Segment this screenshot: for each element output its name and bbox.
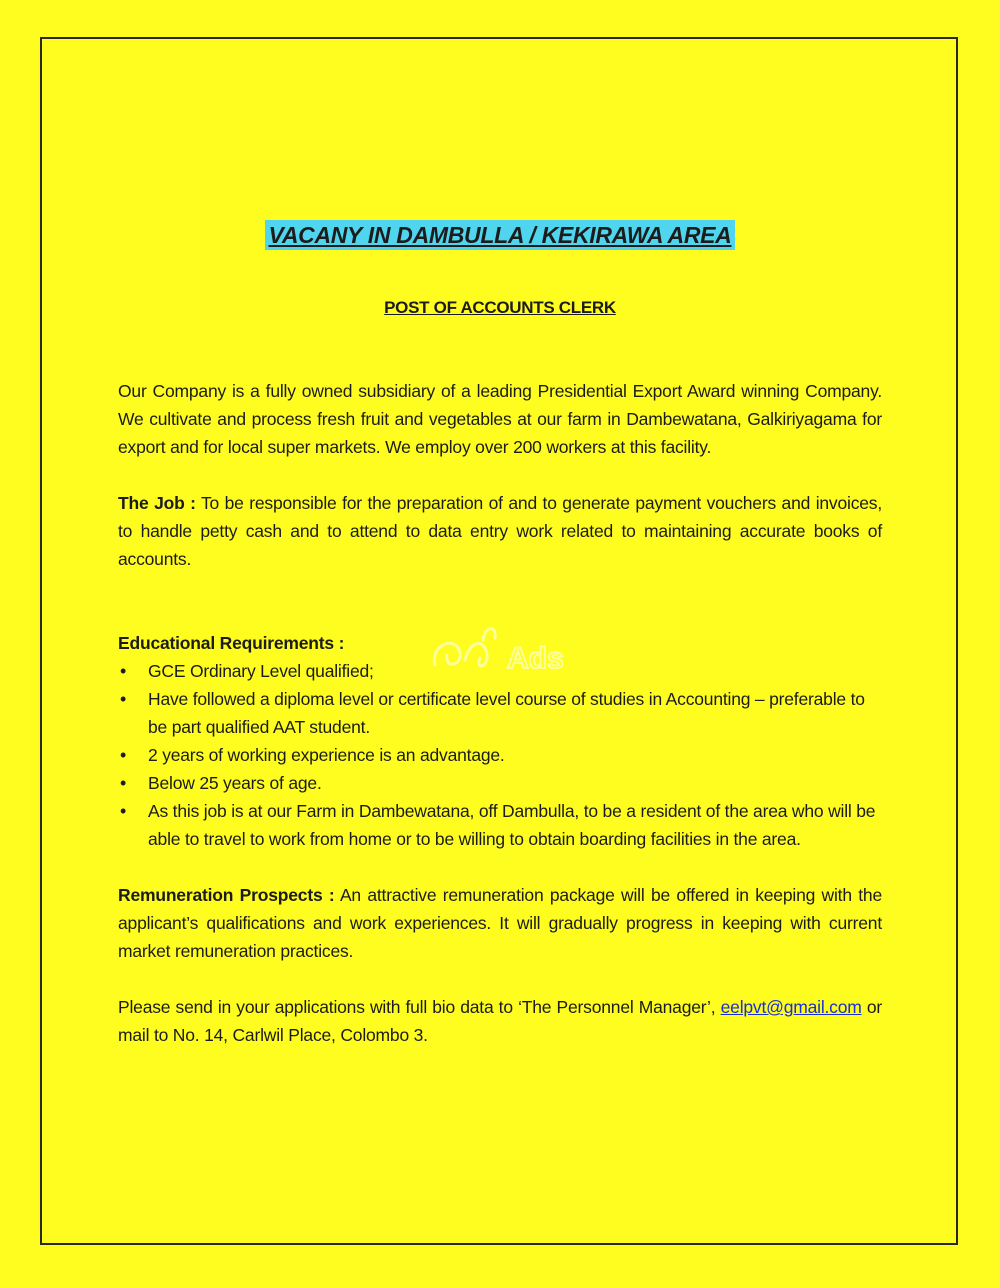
remuneration-text: An attractive remuneration package will be offered in keeping with the applicant’s qualifications and work experiences. It will gradually progress in keeping with current market remuneration practices. [118, 885, 882, 961]
remuneration-paragraph [118, 881, 882, 965]
education-heading: Educational Requirements : [118, 633, 345, 653]
list-item: • Below 25 years of age. [148, 769, 882, 797]
email-link[interactable]: eelpvt@gmail.com [720, 997, 862, 1017]
remuneration-label: Remuneration Prospects : [118, 885, 335, 905]
document-body [118, 377, 882, 1049]
job-text: To be responsible for the preparation of and to generate payment vouchers and invoices, to handle petty cash and to attend to data entry work related to maintaining accurate books of accounts. [118, 493, 882, 569]
list-item: • 2 years of working experience is an advantage. [148, 741, 882, 769]
list-item: • GCE Ordinary Level qualified; [148, 657, 882, 685]
job-paragraph [118, 489, 882, 573]
apply-text: Please send in your applications with full bio data to ‘The Personnel Manager’, [118, 997, 721, 1017]
apply-paragraph [118, 993, 882, 1049]
education-list [118, 657, 882, 853]
job-label: The Job : [118, 493, 196, 513]
page-title [0, 222, 1000, 249]
watermark-text: Ads [507, 642, 564, 675]
apply-suffix: or mail to No. 14, Carlwil Place, Colombo 3. [118, 997, 883, 1045]
list-item: • Have followed a diploma level or certificate level course of studies in Accounting – preferable to be part qualified AAT student. [148, 685, 882, 741]
intro-paragraph: Our Company is a fully owned subsidiary of a leading Presidential Export Award winning Company. We cultivate and process fresh fruit and vegetables at our farm in Dambewatana, Galkiriyagama for export and for local super markets. We employ over 200 workers at this facility. [118, 381, 882, 457]
title-text: VACANY IN DAMBULLA / KEKIRAWA AREA [265, 220, 734, 250]
page-subtitle: POST OF ACCOUNTS CLERK [384, 298, 616, 317]
list-item: • As this job is at our Farm in Dambewatana, off Dambulla, to be a resident of the area who will be able to travel to work from home or to be willing to obtain boarding facilities in the area. [148, 797, 882, 853]
